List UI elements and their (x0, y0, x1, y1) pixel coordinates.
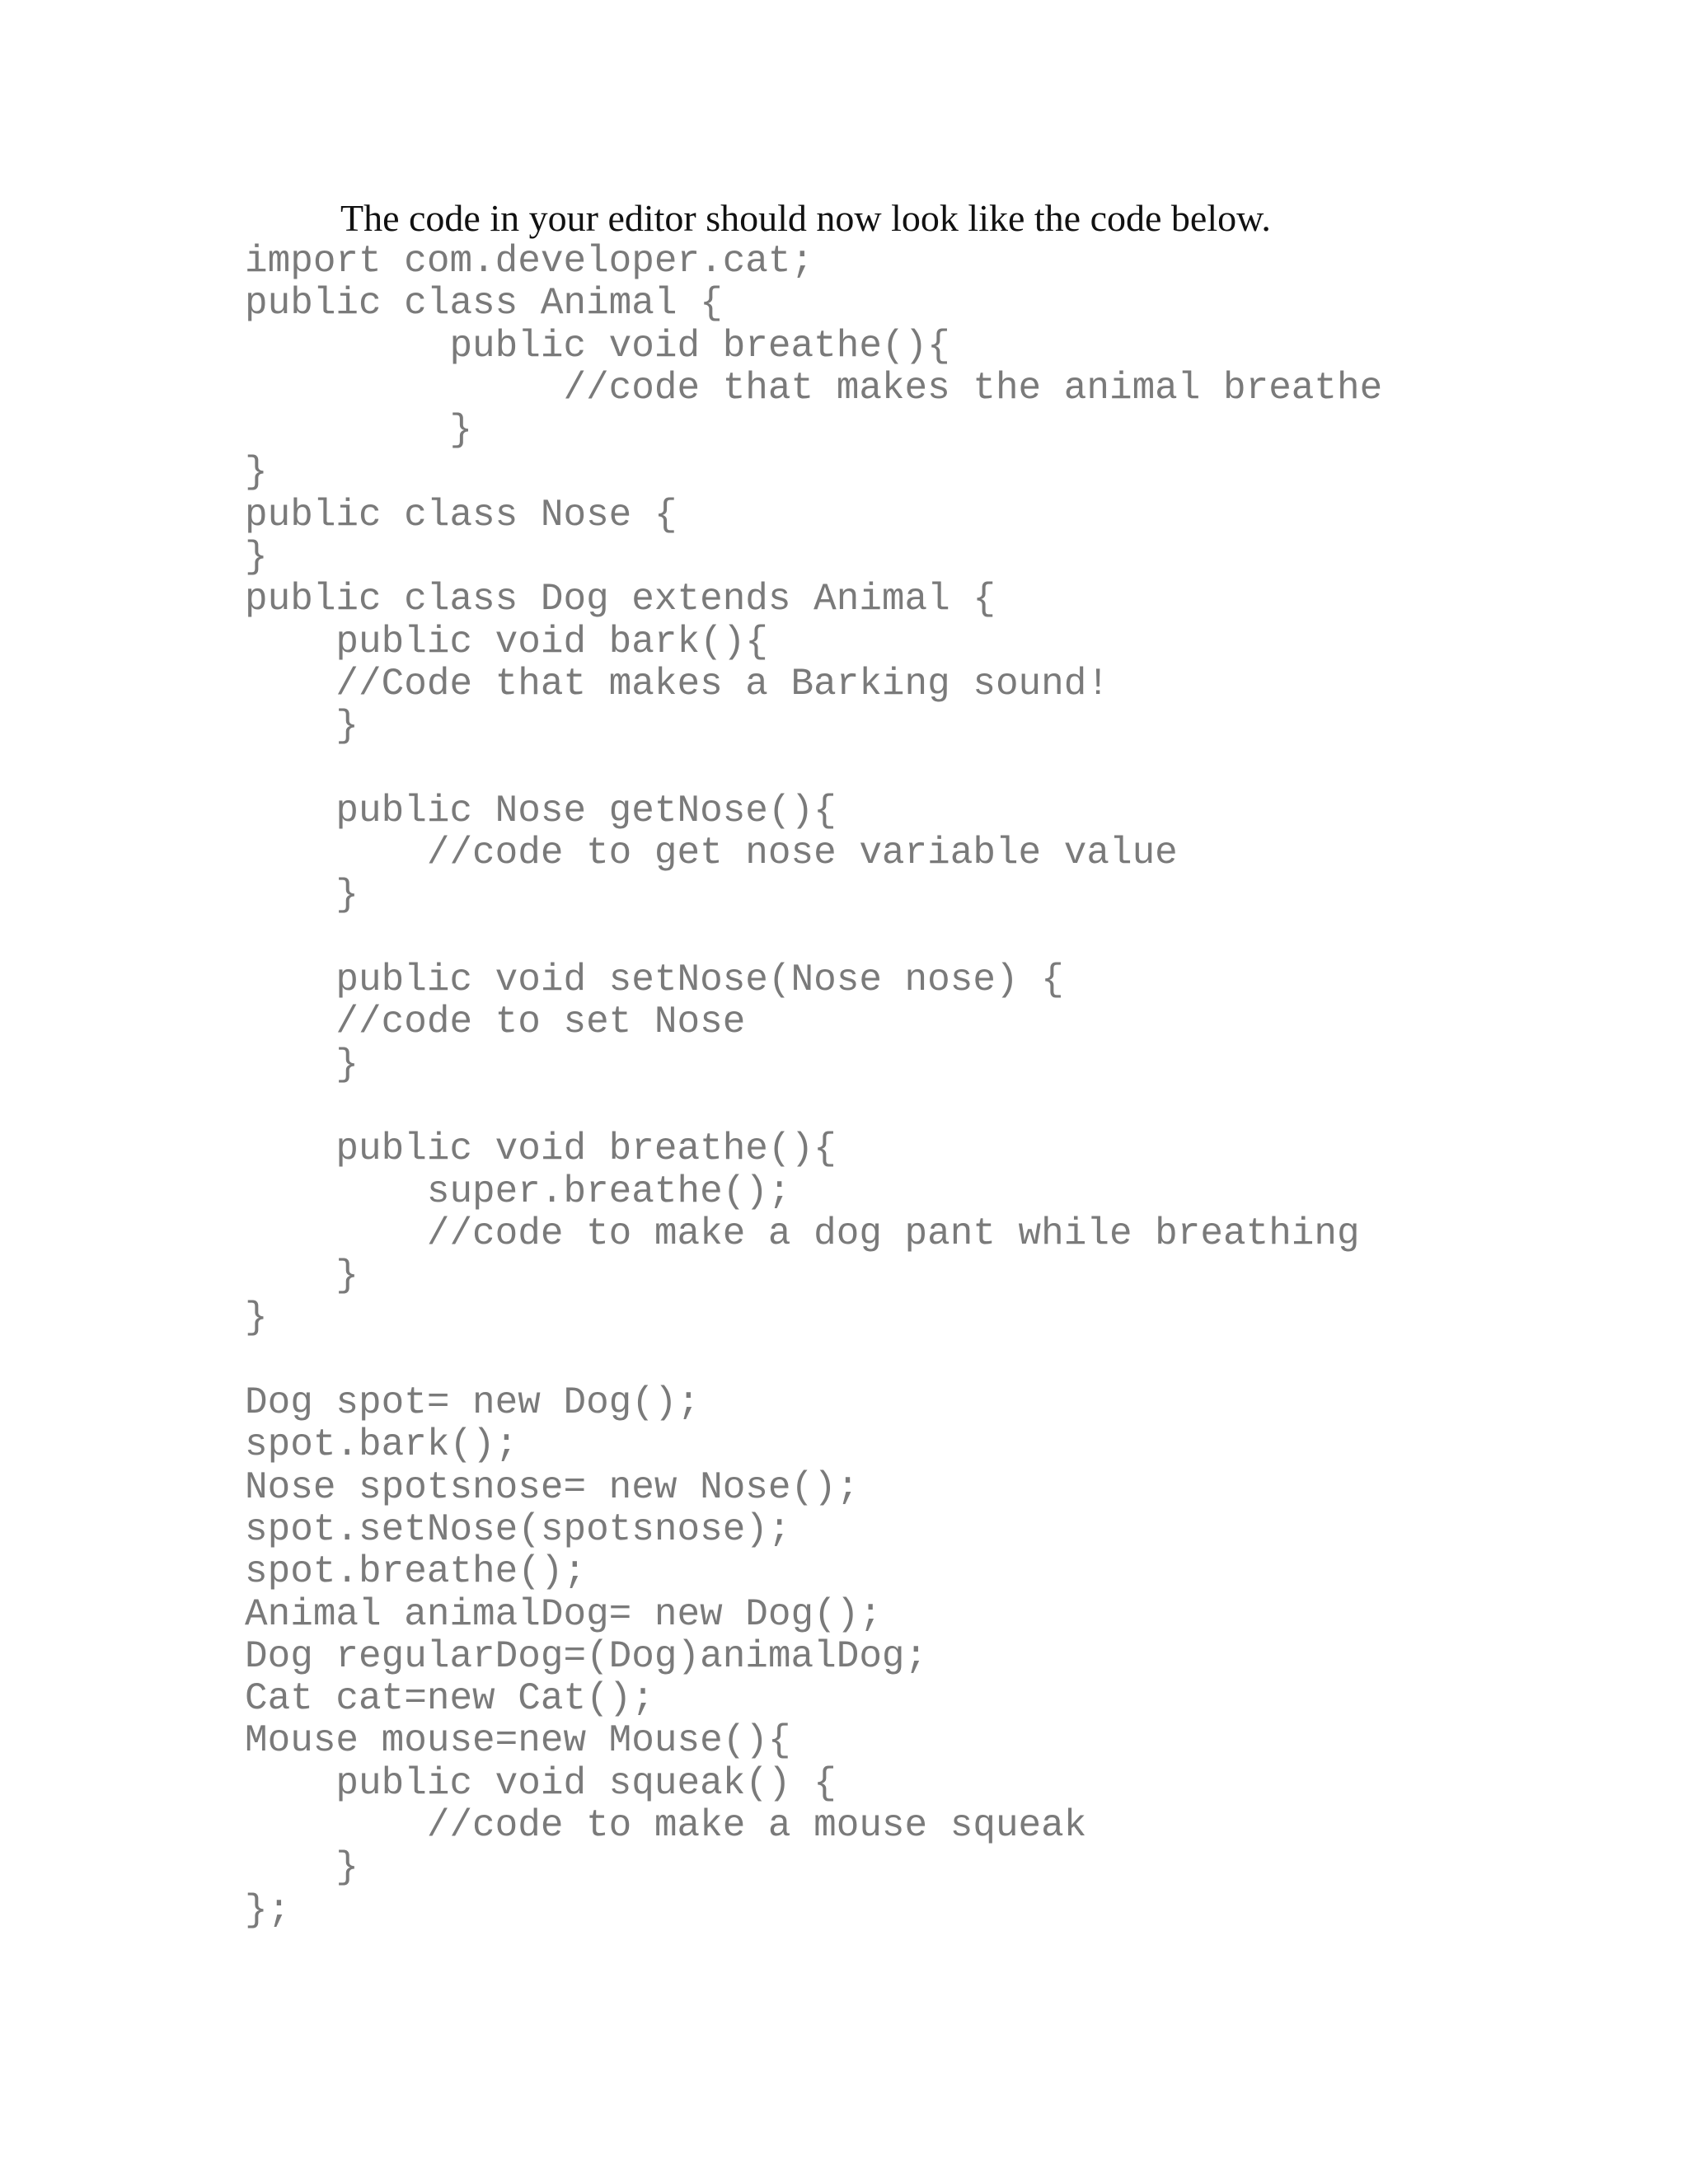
code-line: } (245, 536, 268, 579)
code-line: public void squeak() { (245, 1761, 837, 1805)
code-line: }; (245, 1888, 291, 1932)
code-line: spot.breathe(); (245, 1550, 587, 1594)
code-line: public void breathe(){ (245, 1127, 837, 1171)
intro-paragraph: The code in your editor should now look like the code below. (340, 197, 1271, 239)
code-line: //code to set Nose (245, 1001, 746, 1044)
code-line: Nose spotsnose= new Nose(); (245, 1465, 860, 1509)
code-line: Cat cat=new Cat(); (245, 1677, 654, 1721)
code-line: public void breathe(){ (245, 324, 950, 368)
code-line: //code to get nose variable value (245, 832, 1178, 875)
code-line: } (245, 874, 359, 917)
code-line: public void setNose(Nose nose) { (245, 958, 1064, 1002)
code-line: } (245, 705, 359, 748)
code-line: //code to make a mouse squeak (245, 1803, 1087, 1847)
code-line (245, 1340, 1382, 1382)
code-line: public void bark(){ (245, 620, 768, 663)
code-line: public class Nose { (245, 493, 678, 537)
code-line: Dog spot= new Dog(); (245, 1381, 701, 1425)
code-line: Dog regularDog=(Dog)animalDog; (245, 1634, 928, 1678)
code-line: super.breathe(); (245, 1169, 791, 1213)
code-line: spot.setNose(spotsnose); (245, 1507, 791, 1551)
code-line: public class Animal { (245, 282, 723, 326)
code-line (245, 748, 1382, 790)
code-line: public class Dog extends Animal { (245, 578, 996, 621)
code-line: //code that makes the animal breathe (245, 366, 1383, 410)
code-line: Animal animalDog= new Dog(); (245, 1592, 882, 1636)
code-line: Mouse mouse=new Mouse(){ (245, 1719, 791, 1763)
code-line: //Code that makes a Barking sound! (245, 662, 1109, 705)
code-line: } (245, 451, 268, 494)
code-line: } (245, 1846, 359, 1890)
code-line: public Nose getNose(){ (245, 789, 837, 832)
code-line: } (245, 1043, 359, 1086)
code-listing (245, 241, 1382, 1932)
code-line: spot.bark(); (245, 1423, 518, 1467)
code-line: } (245, 1296, 268, 1340)
code-line: } (245, 409, 473, 452)
code-line: //code to make a dog pant while breathing (245, 1212, 1360, 1255)
code-line: } (245, 1254, 359, 1298)
code-line (245, 917, 1382, 959)
code-line: import com.developer.cat; (245, 240, 814, 283)
code-line (245, 1086, 1382, 1128)
